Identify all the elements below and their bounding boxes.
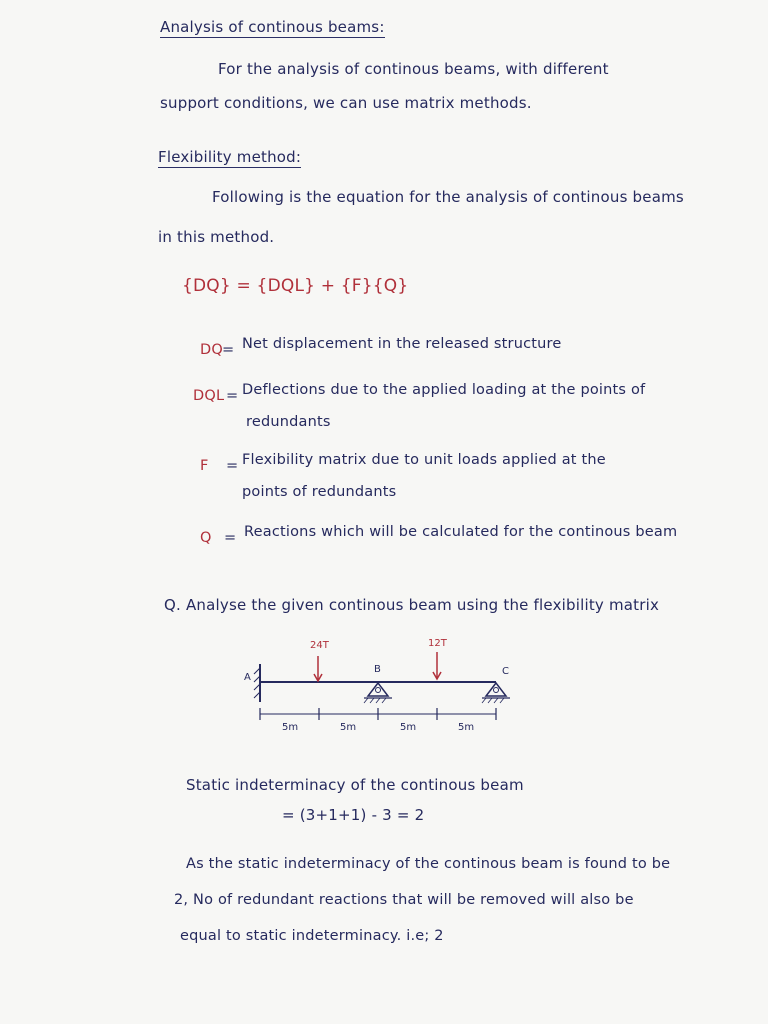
intro-line-2: support conditions, we can use matrix methods. xyxy=(160,94,532,112)
load-label-12t: 12T xyxy=(428,638,447,649)
definition-symbol: F xyxy=(200,458,209,474)
question-text: Q. Analyse the given continous beam using the flexibility matrix xyxy=(164,596,660,614)
method-heading-text: Flexibility method: xyxy=(158,148,302,166)
method-intro-line-2: in this method. xyxy=(158,228,275,246)
span-label: 5m xyxy=(458,722,475,733)
intro-line-1: For the analysis of continous beams, with different xyxy=(218,60,609,78)
page-title xyxy=(160,18,385,36)
definition-equals: = xyxy=(222,342,235,358)
method-intro-line-1: Following is the equation for the analysis of continous beams xyxy=(212,188,684,206)
roller-support-c xyxy=(482,683,510,703)
indeterminacy-line-2: = (3+1+1) - 3 = 2 xyxy=(282,806,425,824)
definition-text: Net displacement in the released structure xyxy=(242,336,562,352)
definition-text: Flexibility matrix due to unit loads applied at the xyxy=(242,452,606,468)
method-heading xyxy=(158,148,301,166)
definition-equals: = xyxy=(224,530,237,546)
support-label-c: C xyxy=(502,666,509,677)
title-text: Analysis of continous beams: xyxy=(160,18,385,36)
load-label-24t: 24T xyxy=(310,640,329,651)
definition-equals: = xyxy=(226,388,239,404)
definition-equals: = xyxy=(226,458,239,474)
indeterminacy-line-1: Static indeterminacy of the continous beam xyxy=(186,776,524,794)
definition-text-cont: redundants xyxy=(246,414,331,430)
beam-diagram xyxy=(230,628,530,738)
conclusion-line-3: equal to static indeterminacy. i.e; 2 xyxy=(180,928,444,944)
definition-symbol: DQ xyxy=(200,342,223,358)
support-label-b: B xyxy=(374,664,381,675)
definition-text: Deflections due to the applied loading at the points of xyxy=(242,382,646,398)
definition-text-cont: points of redundants xyxy=(242,484,397,500)
point-load-12t xyxy=(433,652,441,679)
conclusion-line-2: 2, No of redundant reactions that will be removed will also be xyxy=(174,892,634,908)
definition-symbol: DQL xyxy=(193,388,225,404)
dimension-line xyxy=(260,708,496,720)
span-label: 5m xyxy=(340,722,357,733)
flexibility-equation: {DQ} = {DQL} + {F}{Q} xyxy=(182,276,409,296)
fixed-support-a xyxy=(254,664,260,702)
support-label-a: A xyxy=(244,672,251,683)
conclusion-line-1: As the static indeterminacy of the continous beam is found to be xyxy=(186,856,671,872)
definition-symbol: Q xyxy=(200,530,212,546)
roller-support-b xyxy=(364,683,392,703)
definition-text: Reactions which will be calculated for the continous beam xyxy=(244,524,678,540)
span-label: 5m xyxy=(400,722,417,733)
point-load-24t xyxy=(314,656,322,681)
span-label: 5m xyxy=(282,722,299,733)
